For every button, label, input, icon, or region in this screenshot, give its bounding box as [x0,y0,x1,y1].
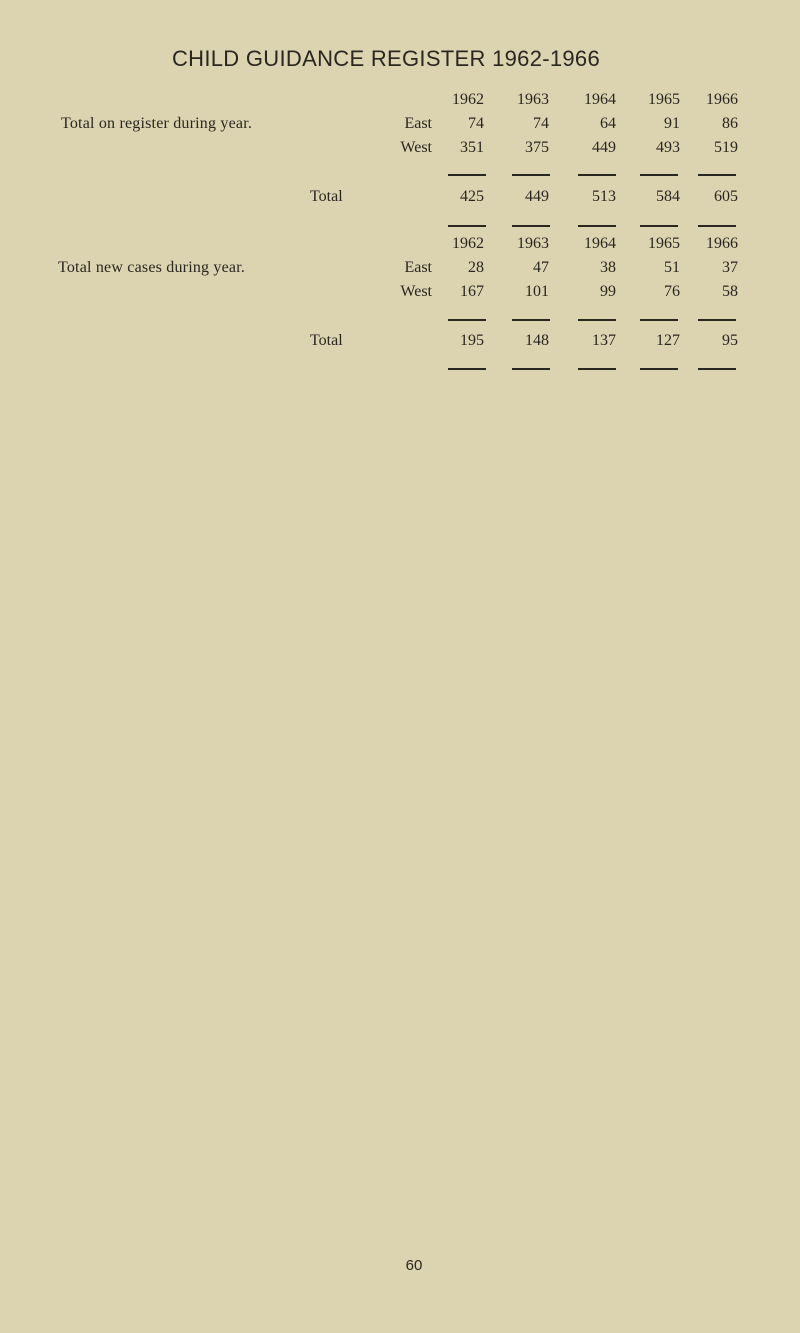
table-cell: 101 [525,283,549,300]
new-cases-years-header [0,233,800,255]
sum-rule [578,319,616,321]
region-label: West [400,139,432,156]
register-section-label: Total on register during year. [61,115,253,132]
new-cases-section-label: Total new cases during year. [58,259,246,276]
sum-rule [448,174,486,176]
total-rule [640,368,678,370]
sum-rule [512,319,550,321]
table-cell: 28 [468,259,484,276]
total-cell: 449 [525,188,549,205]
total-cell: 605 [714,188,738,205]
table-cell: 91 [664,115,680,132]
table-cell: 47 [533,259,549,276]
table-cell: 38 [600,259,616,276]
total-rule [698,368,736,370]
table-cell: 99 [600,283,616,300]
total-cell: 584 [656,188,680,205]
total-rule [448,225,486,227]
sum-rule [640,319,678,321]
total-label: Total [310,332,343,349]
sum-rule [578,174,616,176]
sum-rule [698,174,736,176]
new-cases-west-row [0,281,800,303]
page-number: 60 [405,1257,423,1274]
register-total-row [0,186,800,208]
total-rule [578,368,616,370]
year-header: 1966 [706,235,738,252]
table-cell: 493 [656,139,680,156]
table-cell: 51 [664,259,680,276]
sum-rule [698,319,736,321]
total-rule [698,225,736,227]
page-title: CHILD GUIDANCE REGISTER 1962-1966 [171,46,601,71]
table-cell: 449 [592,139,616,156]
total-rule [448,368,486,370]
table-cell: 519 [714,139,738,156]
table-cell: 74 [533,115,549,132]
total-label: Total [310,188,343,205]
sum-rule [512,174,550,176]
total-cell: 425 [460,188,484,205]
year-header: 1962 [452,235,484,252]
total-cell: 148 [525,332,549,349]
table-cell: 167 [460,283,484,300]
table-cell: 86 [722,115,738,132]
year-header: 1963 [517,235,549,252]
register-east-row [0,113,800,135]
new-cases-east-row [0,257,800,279]
sum-rule [640,174,678,176]
year-header: 1964 [584,235,616,252]
table-cell: 37 [722,259,738,276]
year-header: 1962 [452,91,484,108]
region-label: East [404,115,432,132]
table-cell: 76 [664,283,680,300]
register-west-row [0,137,800,159]
total-cell: 95 [722,332,738,349]
total-rule [578,225,616,227]
table-cell: 74 [468,115,484,132]
region-label: East [404,259,432,276]
total-rule [640,225,678,227]
table-cell: 58 [722,283,738,300]
register-years-header [0,89,800,111]
table-cell: 64 [600,115,616,132]
year-header: 1965 [648,91,680,108]
table-cell: 351 [460,139,484,156]
region-label: West [400,283,432,300]
total-rule [512,368,550,370]
year-header: 1963 [517,91,549,108]
year-header: 1964 [584,91,616,108]
total-cell: 195 [460,332,484,349]
new-cases-total-row [0,330,800,352]
total-cell: 127 [656,332,680,349]
total-cell: 137 [592,332,616,349]
total-rule [512,225,550,227]
table-cell: 375 [525,139,549,156]
year-header: 1966 [706,91,738,108]
year-header: 1965 [648,235,680,252]
total-cell: 513 [592,188,616,205]
sum-rule [448,319,486,321]
